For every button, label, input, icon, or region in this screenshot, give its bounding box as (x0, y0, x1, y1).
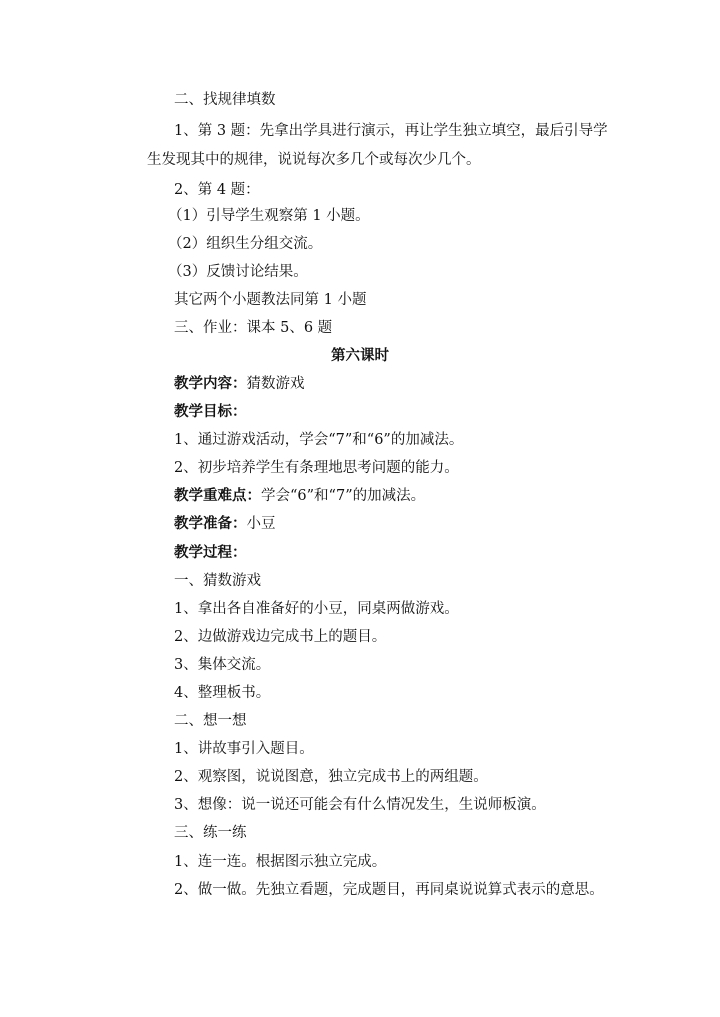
field-label: 教学重难点： (174, 487, 261, 504)
paragraph-line: 1、连一连。根据图示独立完成。 (174, 854, 387, 870)
paragraph-line: 2、观察图，说说图意，独立完成书上的两组题。 (174, 769, 488, 785)
paragraph-line: 1、通过游戏活动，学会“7”和“6”的加减法。 (174, 432, 464, 448)
teaching-content (174, 374, 305, 394)
list-item: （3）反馈讨论结果。 (168, 264, 308, 280)
field-label: 教学准备： (174, 515, 247, 532)
teaching-preparation (174, 514, 276, 534)
paragraph-line: 2、边做游戏边完成书上的题目。 (174, 629, 387, 645)
paragraph-line: 生发现其中的规律，说说每次多几个或每次少几个。 (147, 152, 481, 168)
paragraph-line: 2、做一做。先独立看题，完成题目，再同桌说说算式表示的意思。 (174, 882, 604, 898)
paragraph-line: 其它两个小题教法同第 1 小题 (174, 292, 367, 308)
lesson-title: 第六课时 (331, 347, 389, 364)
list-item: （1）引导学生观察第 1 小题。 (168, 208, 370, 224)
section-heading-practice: 三、练一练 (174, 825, 247, 841)
field-label: 教学内容： (174, 375, 247, 392)
paragraph-line: 1、第 3 题：先拿出学具进行演示，再让学生独立填空，最后引导学 (174, 123, 608, 139)
paragraph-line: 1、拿出各自准备好的小豆，同桌两做游戏。 (174, 601, 459, 617)
list-item: （2）组织生分组交流。 (168, 236, 323, 252)
section-heading-homework: 三、作业：课本 5、6 题 (174, 320, 333, 336)
paragraph-line: 1、讲故事引入题目。 (174, 741, 314, 757)
section-heading-find-pattern: 二、找规律填数 (174, 92, 276, 108)
paragraph-line: 3、集体交流。 (174, 657, 271, 673)
teaching-key-points (174, 486, 425, 506)
paragraph-line: 3、想像：说一说还可能会有什么情况发生，生说师板演。 (174, 797, 546, 813)
paragraph-line: 2、第 4 题： (174, 182, 260, 198)
teaching-process-label: 教学过程： (174, 544, 247, 561)
paragraph-line: 2、初步培养学生有条理地思考问题的能力。 (174, 460, 459, 476)
section-heading-guess-game: 一、猜数游戏 (174, 573, 261, 589)
teaching-goals-label: 教学目标： (174, 403, 247, 420)
field-value: 学会“6”和“7”的加减法。 (261, 488, 426, 504)
paragraph-line: 4、整理板书。 (174, 685, 271, 701)
section-heading-think: 二、想一想 (174, 713, 247, 729)
field-value: 猜数游戏 (246, 376, 305, 392)
field-value: 小豆 (246, 516, 276, 532)
